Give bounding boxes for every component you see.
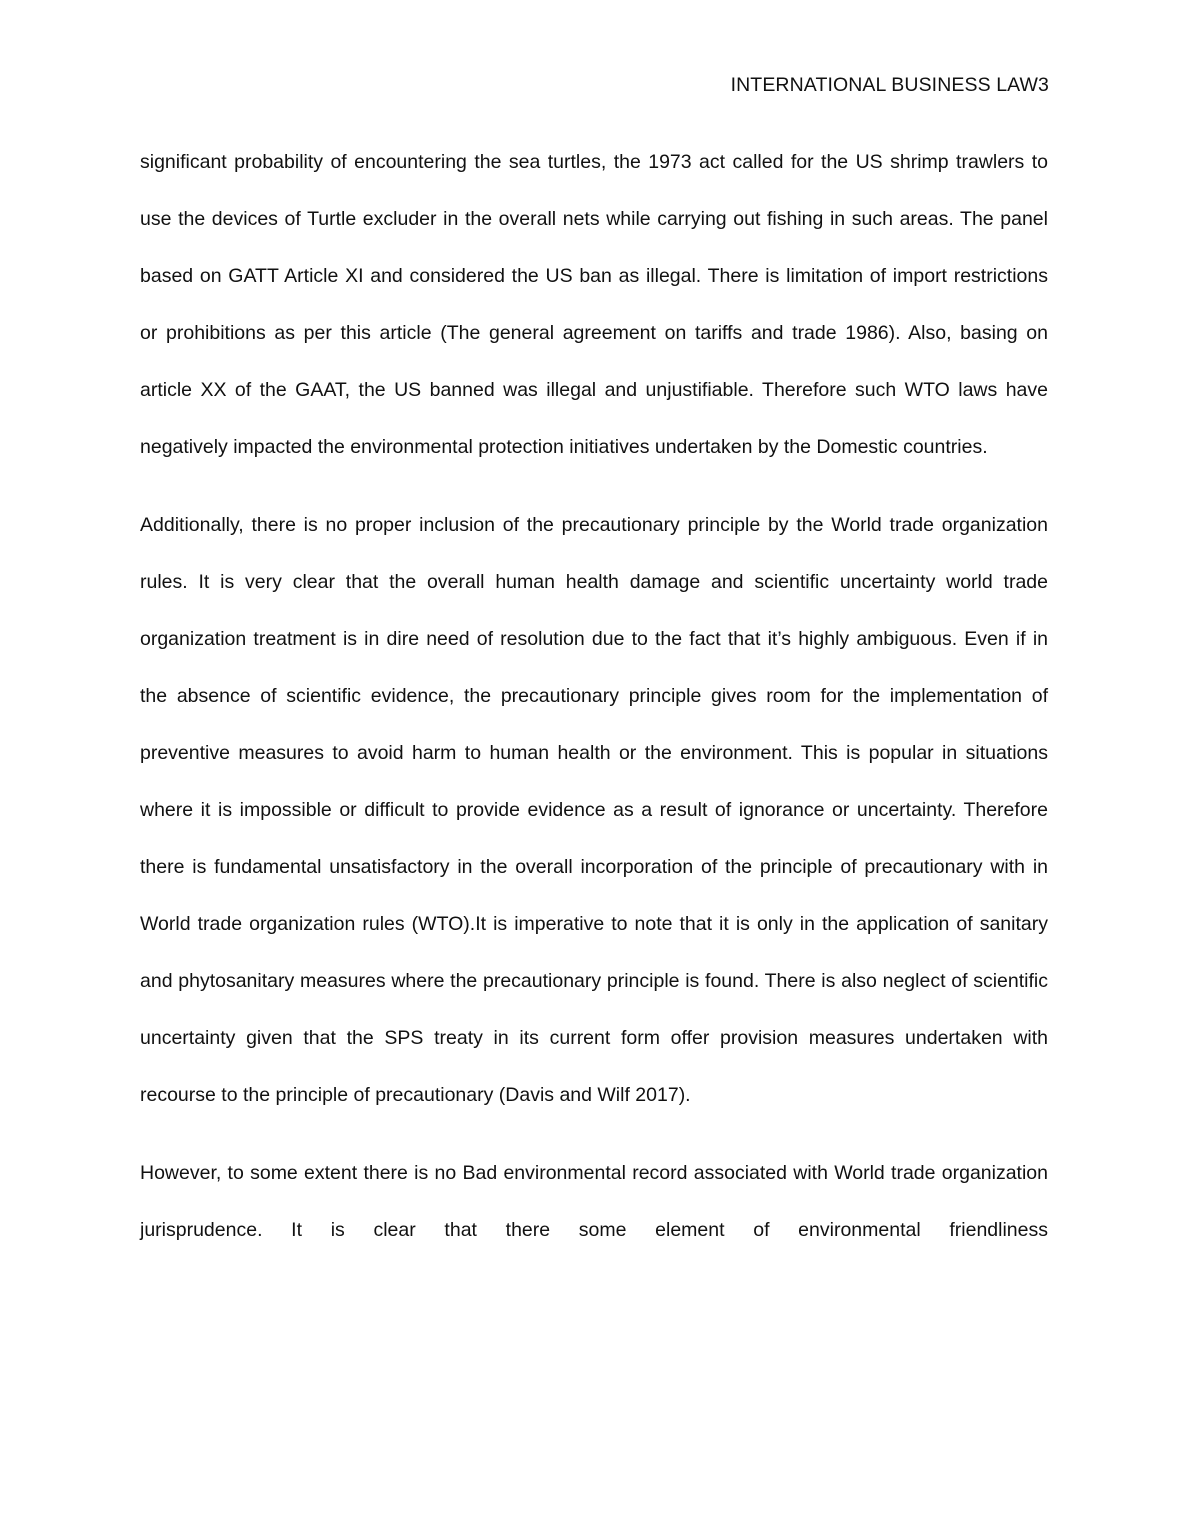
running-header: INTERNATIONAL BUSINESS LAW3	[730, 74, 1049, 96]
body-text	[140, 134, 1048, 1259]
paragraph-3: However, to some extent there is no Bad environmental record associated with World trade organization jurisprudence. It is clear that there some element of environmental friendliness	[140, 1162, 1048, 1241]
paragraph-1: significant probability of encountering the sea turtles, the 1973 act called for the US shrimp trawlers to use the devices of Turtle excluder in the overall nets while carrying out fishing in such areas. The panel based on GATT Article XI and considered the US ban as illegal. There is limitation of import restrictions or prohibitions as per this article (The general agreement on tariffs and trade 1986). Also, basing on article XX of the GAAT, the US banned was illegal and unjustifiable. Therefore such WTO laws have negatively impacted the environmental protection initiatives undertaken by the Domestic countries.	[140, 151, 1048, 458]
paragraph-2: Additionally, there is no proper inclusion of the precautionary principle by the World trade organization rules. It is very clear that the overall human health damage and scientific uncertainty world trade organization treatment is in dire need of resolution due to the fact that it’s highly ambiguous. Even if in the absence of scientific evidence, the precautionary principle gives room for the implementation of preventive measures to avoid harm to human health or the environment. This is popular in situations where it is impossible or difficult to provide evidence as a result of ignorance or uncertainty. Therefore there is fundamental unsatisfactory in the overall incorporation of the principle of precautionary with in World trade organization rules (WTO).It is imperative to note that it is only in the application of sanitary and phytosanitary measures where the precautionary principle is found. There is also neglect of scientific uncertainty given that the SPS treaty in its current form offer provision measures undertaken with recourse to the principle of precautionary (Davis and Wilf 2017).	[140, 514, 1048, 1106]
